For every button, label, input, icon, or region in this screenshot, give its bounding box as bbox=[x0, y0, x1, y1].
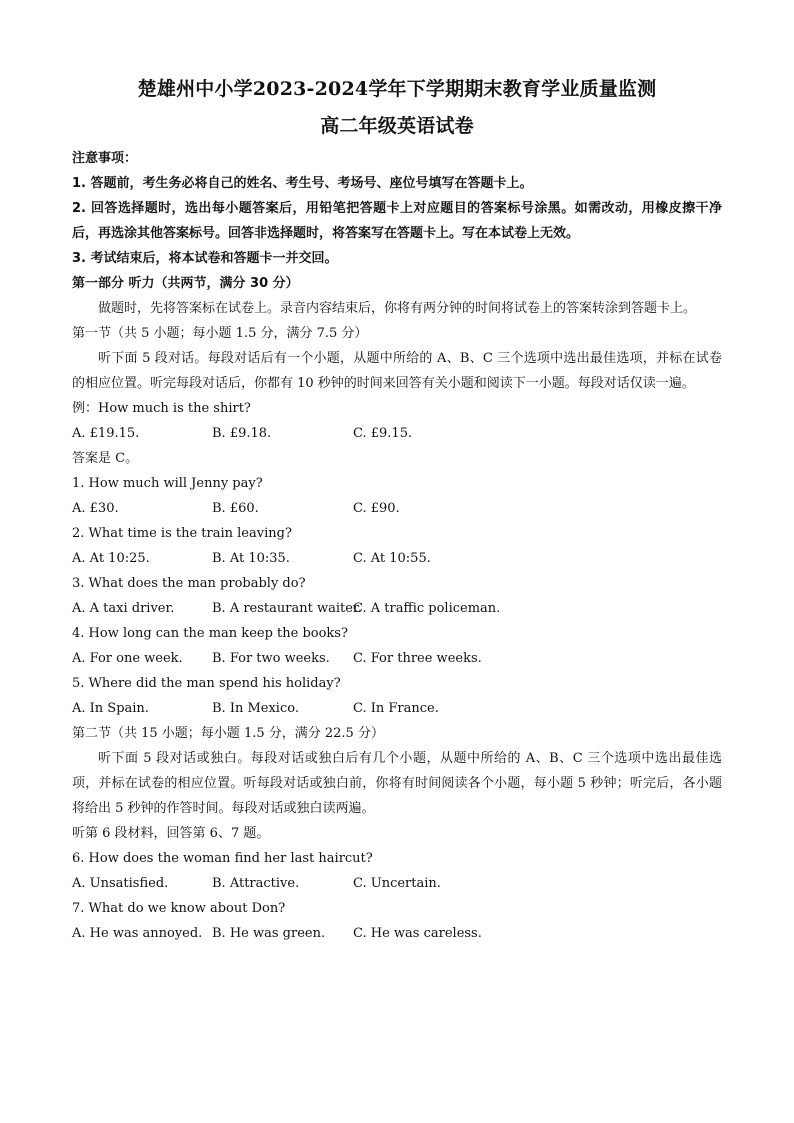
option-c: C. At 10:55. bbox=[353, 551, 431, 566]
question-6-options bbox=[72, 871, 722, 896]
option-c: C. He was careless. bbox=[353, 926, 482, 941]
note-item-3: 3. 考试结束后，将本试卷和答题卡一并交回。 bbox=[72, 251, 338, 266]
section1-heading: 第一节（共 5 小题；每小题 1.5 分，满分 7.5 分） bbox=[72, 326, 368, 341]
example-question: 例：How much is the shirt? bbox=[72, 401, 251, 416]
option-c: C. Uncertain. bbox=[353, 876, 441, 891]
section2-heading: 第二节（共 15 小题；每小题 1.5 分，满分 22.5 分） bbox=[72, 726, 384, 741]
question-5-options bbox=[72, 696, 722, 721]
question-1: 1. How much will Jenny pay? bbox=[72, 476, 263, 491]
section1-instructions: 听下面 5 段对话。每段对话后有一个小题，从题中所给的 A、B、C 三个选项中选出最佳选项，并标在试卷的相应位置。听完每段对话后，你都有 10 秒钟的时间来回答有关小题和阅读下一小题。每段对话仅读一遍。 bbox=[72, 351, 722, 391]
option-a: A. A taxi driver. bbox=[72, 601, 175, 616]
option-a: A. He was annoyed. bbox=[72, 926, 203, 941]
question-2: 2. What time is the train leaving? bbox=[72, 526, 292, 541]
example-option-c: C. £9.15. bbox=[353, 426, 413, 441]
example-option-a: A. £19.15. bbox=[72, 426, 140, 441]
note-item-1: 1. 答题前，考生务必将自己的姓名、考生号、考场号、座位号填写在答题卡上。 bbox=[72, 176, 533, 191]
option-a: A. For one week. bbox=[72, 651, 183, 666]
option-a: A. £30. bbox=[72, 501, 119, 516]
section2-instructions: 听下面 5 段对话或独白。每段对话或独白后有几个小题，从题中所给的 A、B、C 三个选项中选出最佳选项，并标在试卷的相应位置。听每段对话或独白前，你将有时间阅读各个小题，每小题 5 秒钟；听完后，各小题将给出 5 秒钟的作答时间。每段对话或独白读两遍。 bbox=[72, 751, 722, 816]
example-option-b: B. £9.18. bbox=[212, 426, 272, 441]
option-b: B. He was green. bbox=[212, 926, 326, 941]
option-c: C. £90. bbox=[353, 501, 400, 516]
option-c: C. A traffic policeman. bbox=[353, 601, 501, 616]
exam-subtitle: 高二年级英语试卷 bbox=[320, 115, 474, 137]
question-6: 6. How does the woman find her last haircut? bbox=[72, 851, 373, 866]
option-b: B. In Mexico. bbox=[212, 701, 299, 716]
option-a: A. Unsatisfied. bbox=[72, 876, 169, 891]
option-b: B. Attractive. bbox=[212, 876, 300, 891]
question-4: 4. How long can the man keep the books? bbox=[72, 626, 348, 641]
example-options bbox=[72, 421, 722, 446]
option-b: B. £60. bbox=[212, 501, 259, 516]
question-7: 7. What do we know about Don? bbox=[72, 901, 286, 916]
option-a: A. In Spain. bbox=[72, 701, 149, 716]
section2 bbox=[72, 721, 722, 946]
question-7-options bbox=[72, 921, 722, 946]
option-b: B. A restaurant waiter. bbox=[212, 601, 362, 616]
question-1-options bbox=[72, 496, 722, 521]
option-c: C. In France. bbox=[353, 701, 439, 716]
option-b: B. At 10:35. bbox=[212, 551, 290, 566]
question-3-options bbox=[72, 596, 722, 621]
exam-body bbox=[72, 146, 722, 946]
example-answer: 答案是 C。 bbox=[72, 451, 139, 466]
notes-heading: 注意事项： bbox=[72, 151, 138, 166]
part1-intro: 做题时，先将答案标在试卷上。录音内容结束后，你将有两分钟的时间将试卷上的答案转涂到答题卡上。 bbox=[98, 301, 697, 316]
question-4-options bbox=[72, 646, 722, 671]
option-b: B. For two weeks. bbox=[212, 651, 330, 666]
exam-title: 楚雄州中小学2023-2024学年下学期期末教育学业质量监测 bbox=[137, 78, 657, 100]
option-a: A. At 10:25. bbox=[72, 551, 150, 566]
question-2-options bbox=[72, 546, 722, 571]
note-item-2: 2. 回答选择题时，选出每小题答案后，用铅笔把答题卡上对应题目的答案标号涂黑。如需改动，用橡皮擦干净后，再选涂其他答案标号。回答非选择题时，将答案写在答题卡上。写在本试卷上无效。 bbox=[72, 201, 722, 241]
question-5: 5. Where did the man spend his holiday? bbox=[72, 676, 341, 691]
section1 bbox=[72, 321, 722, 721]
material-note: 听第 6 段材料，回答第 6、7 题。 bbox=[72, 826, 270, 841]
part1-heading: 第一部分 听力（共两节，满分 30 分） bbox=[72, 276, 299, 291]
notes-section bbox=[72, 146, 722, 271]
option-c: C. For three weeks. bbox=[353, 651, 482, 666]
question-3: 3. What does the man probably do? bbox=[72, 576, 306, 591]
part1-section bbox=[72, 271, 722, 321]
